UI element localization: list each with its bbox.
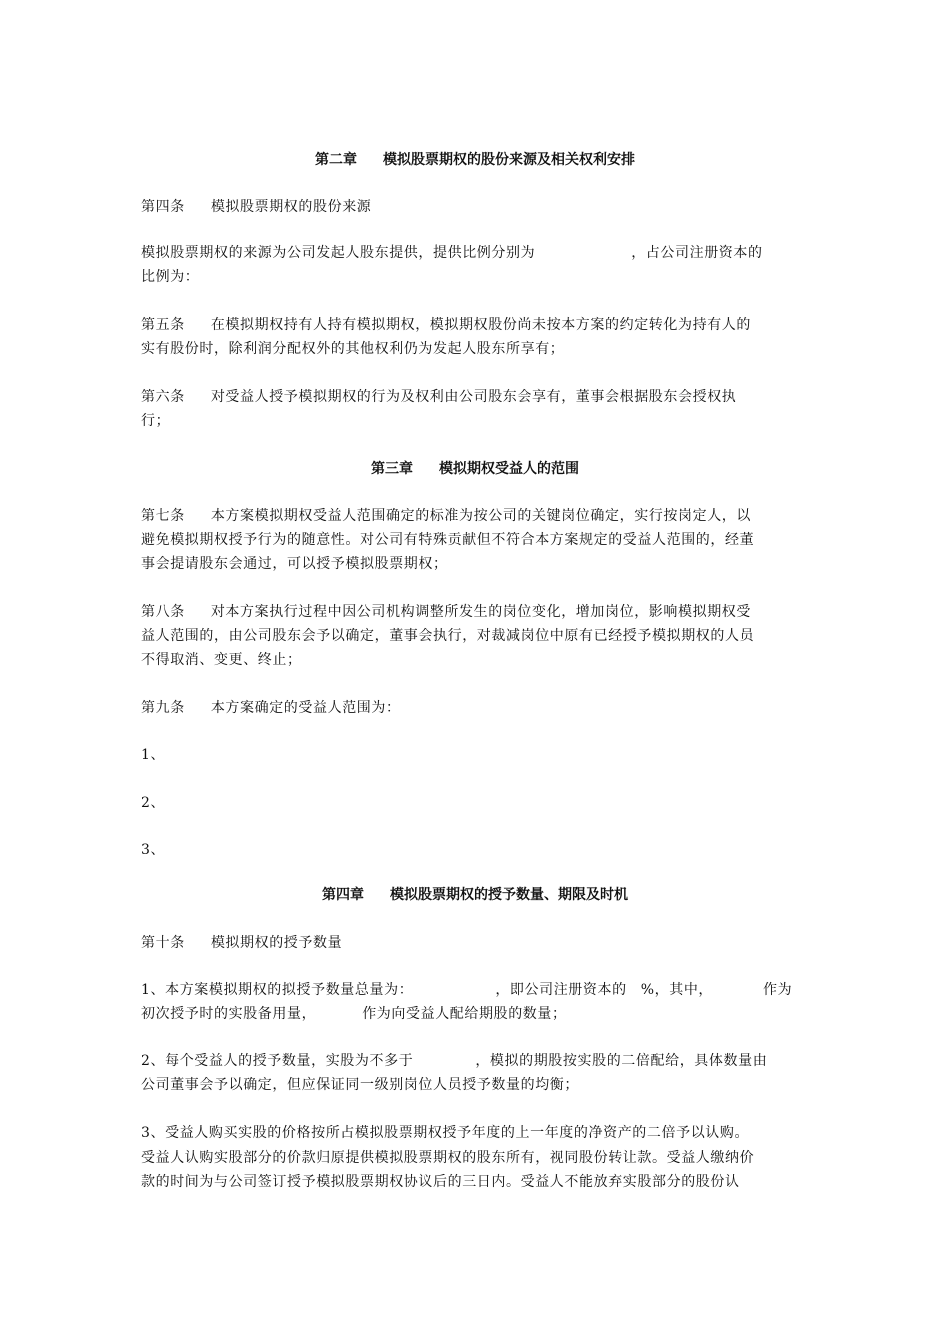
p1-line2-part-a: 初次授予时的实股备用量，: [141, 1006, 317, 1022]
list-item: 1、: [141, 747, 166, 763]
article-10-p3-line1: 3、受益人购买实股的价格按所占模拟股票期权授予年度的上一年度的净资产的二倍予以认购。: [141, 1125, 750, 1141]
article-10-p2-line1: [141, 1051, 803, 1071]
article-7-line3: 事会提请股东会通过，可以授予模拟股票期权；: [141, 556, 448, 572]
chapter-4-number: 第四章: [322, 887, 364, 903]
article-10-p3-line2: 受益人认购实股部分的价款归原提供模拟股票期权的股东所有，视同股份转让款。受益人缴纳价: [141, 1150, 755, 1166]
article-4-title: 模拟股票期权的股份来源: [210, 199, 372, 215]
p1-part-c: %，其中，: [640, 982, 714, 998]
article-5-line2: 实有股份时，除利润分配权外的其他权利仍为发起人股东所享有；: [141, 341, 565, 357]
article-10-p3-line3: 款的时间为与公司签订授予模拟股票期权协议后的三日内。受益人不能放弃实股部分的股份认: [141, 1174, 740, 1190]
article-7-line1: [141, 506, 803, 526]
article-4-body-part-a: 模拟股票期权的来源为公司发起人股东提供，提供比例分别为: [141, 245, 536, 261]
article-4-number: 第四条: [141, 199, 185, 215]
p1-part-a: 1、本方案模拟期权的拟授予数量总量为：: [141, 982, 414, 998]
chapter-3-title: 模拟期权受益人的范围: [439, 461, 579, 477]
article-10-p1-line1: [141, 980, 803, 1000]
list-item: 2、: [141, 795, 166, 811]
p2-part-a: 2、每个受益人的授予数量，实股为不多于: [141, 1053, 414, 1069]
article-9-heading: [141, 698, 803, 718]
article-10-number: 第十条: [141, 935, 185, 951]
chapter-4-heading: [0, 885, 950, 905]
article-7-number: 第七条: [141, 508, 185, 524]
article-8-text: 对本方案执行过程中因公司机构调整所发生的岗位变化，增加岗位，影响模拟期权受: [210, 604, 752, 620]
article-10-p1-line2: [141, 1004, 803, 1024]
article-6-line2: 行；: [141, 413, 171, 429]
article-10-p2-line2: 公司董事会予以确定，但应保证同一级别岗位人员授予数量的均衡；: [141, 1077, 579, 1093]
article-5-text: 在模拟期权持有人持有模拟期权，模拟期权股份尚未按本方案的约定转化为持有人的: [210, 317, 752, 333]
article-10-heading: [141, 933, 803, 953]
article-10-title: 模拟期权的授予数量: [210, 935, 343, 951]
chapter-2-heading: [0, 150, 950, 170]
chapter-4-title: 模拟股票期权的授予数量、期限及时机: [390, 887, 628, 903]
list-item: 3、: [141, 842, 166, 858]
article-8-line2: 益人范围的，由公司股东会予以确定，董事会执行，对裁减岗位中原有已经授予模拟期权的人员: [141, 628, 755, 644]
article-6-line1: [141, 387, 803, 407]
p1-part-d: 作为: [763, 982, 793, 998]
p2-part-b: ，模拟的期股按实股的二倍配给，具体数量由: [475, 1053, 768, 1069]
article-5-line1: [141, 315, 803, 335]
article-4-body-part-b: ，占公司注册资本的: [631, 245, 763, 261]
article-7-text: 本方案模拟期权受益人范围确定的标准为按公司的关键岗位确定，实行按岗定人，以: [210, 508, 752, 524]
article-9-number: 第九条: [141, 700, 185, 716]
article-5-number: 第五条: [141, 317, 185, 333]
article-8-number: 第八条: [141, 604, 185, 620]
article-4-body-line2: 比例为：: [141, 269, 200, 285]
chapter-2-number: 第二章: [315, 152, 357, 168]
article-7-line2: 避免模拟期权授予行为的随意性。对公司有特殊贡献但不符合本方案规定的受益人范围的，经董: [141, 532, 755, 548]
article-8-line3: 不得取消、变更、终止；: [141, 652, 302, 668]
article-4-heading: [141, 197, 803, 217]
chapter-3-heading: [0, 459, 950, 479]
article-9-text: 本方案确定的受益人范围为：: [210, 700, 401, 716]
article-6-number: 第六条: [141, 389, 185, 405]
article-4-body-line1: [141, 243, 803, 263]
p1-part-b: ，即公司注册资本的: [495, 982, 627, 998]
p1-line2-part-b: 作为向受益人配给期股的数量；: [362, 1006, 567, 1022]
article-8-line1: [141, 602, 803, 622]
article-6-text: 对受益人授予模拟期权的行为及权利由公司股东会享有，董事会根据股东会授权执: [210, 389, 737, 405]
chapter-3-number: 第三章: [371, 461, 413, 477]
chapter-2-title: 模拟股票期权的股份来源及相关权利安排: [383, 152, 635, 168]
